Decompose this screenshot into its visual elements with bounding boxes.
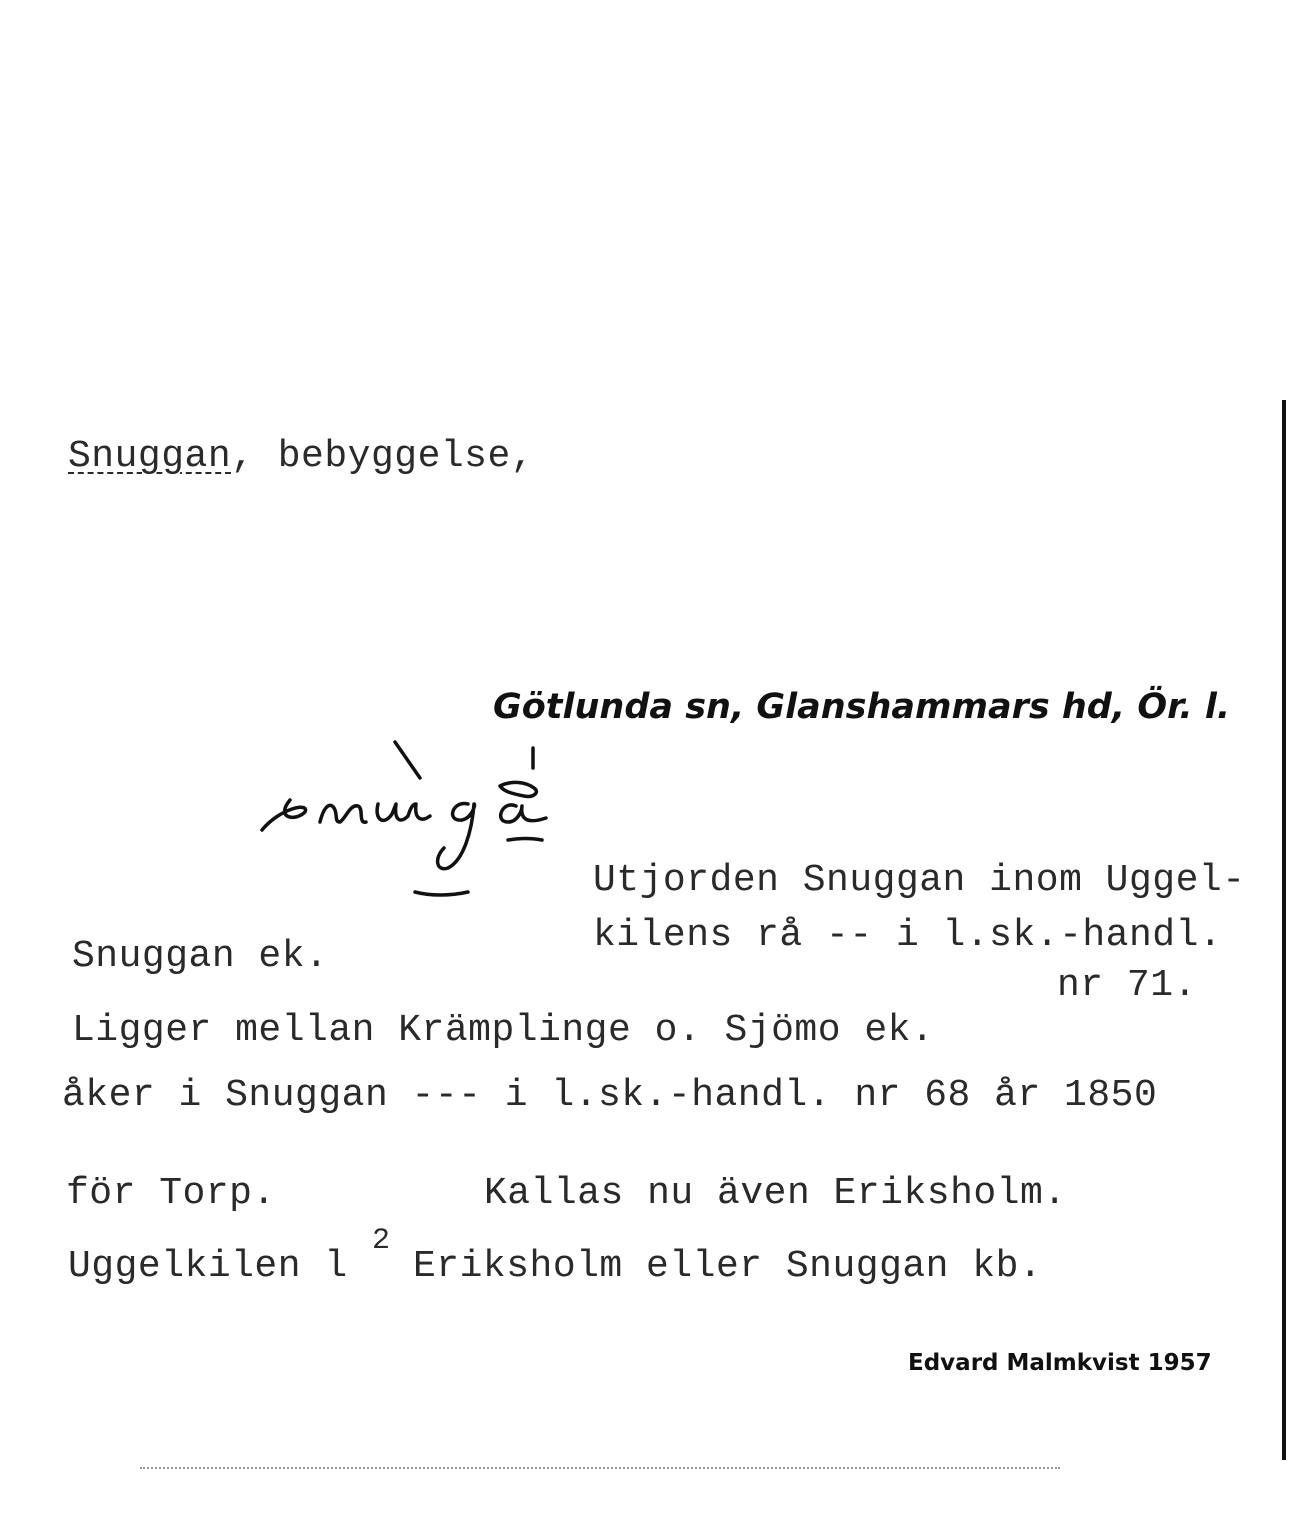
right-note-line-3: nr 71.: [1057, 964, 1197, 1007]
text-line-3: åker i Snuggan --- i l.sk.-handl. nr 68 år 1850: [62, 1074, 1158, 1117]
right-note-line-1: Utjorden Snuggan inom Uggel-: [593, 859, 1246, 902]
signature: Edvard Malmkvist 1957: [908, 1350, 1212, 1376]
last-line-start: Uggelkilen l: [68, 1245, 348, 1288]
location-header: Götlunda sn, Glanshammars hd, Ör. l.: [493, 687, 1231, 727]
last-line-superscript: 2: [372, 1224, 391, 1258]
text-line-4: för Torp.: [66, 1172, 276, 1215]
heading-placename: Snuggan: [68, 435, 232, 478]
card-right-edge: [1282, 400, 1286, 1460]
text-line-2: Ligger mellan Krämplinge o. Sjömo ek.: [72, 1009, 935, 1052]
heading-category: , bebyggelse,: [231, 435, 535, 478]
text-line-1: Snuggan ek.: [72, 935, 329, 978]
card-heading: [68, 435, 535, 478]
handwritten-pronunciation: [250, 730, 570, 910]
last-line-end: Eriksholm eller Snuggan kb.: [413, 1245, 1043, 1288]
right-note-line-2: kilens rå -- i l.sk.-handl.: [593, 914, 1223, 957]
kallas-line: Kallas nu även Eriksholm.: [484, 1172, 1067, 1215]
card-bottom-dotted-edge: [140, 1467, 1060, 1469]
